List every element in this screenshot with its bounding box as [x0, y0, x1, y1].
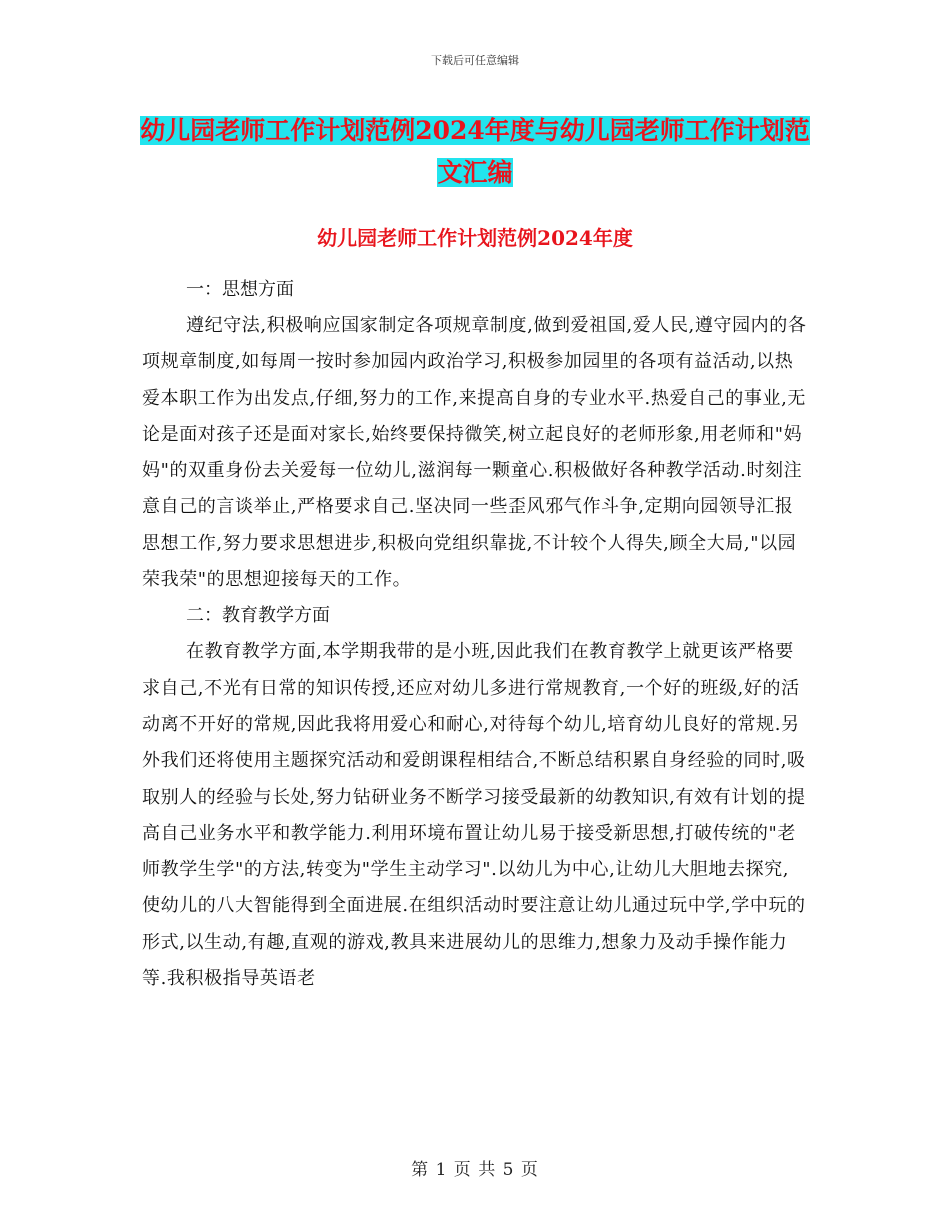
paragraph-thought: 遵纪守法,积极响应国家制定各项规章制度,做到爱祖国,爱人民,遵守园内的各项规章制度,如每周一按时参加园内政治学习,积极参加园里的各项有益活动,以热爱本职工作为出发点,仔细,努力的工作,来提高自身的专业水平.热爱自己的事业,无论是面对孩子还是面对家长,始终要保持微笑,树立起良好的老师形象,用老师和"妈妈"的双重身份去关爱每一位幼儿,滋润每一颗童心.积极做好各种教学活动.时刻注意自己的言谈举止,严格要求自己.坚决同一些歪风邪气作斗争,定期向园领导汇报思想工作,努力要求思想进步,积极向党组织靠拢,不计较个人得失,顾全大局,"以园荣我荣"的思想迎接每天的工作。	[142, 315, 807, 591]
section-title: 幼儿园老师工作计划范例2024年度	[317, 226, 633, 250]
document-body	[142, 272, 807, 997]
section-heading-teaching: 二：教育教学方面	[186, 605, 330, 627]
page-footer: 第 1 页 共 5 页	[411, 1160, 539, 1180]
paragraph-teaching: 在教育教学方面,本学期我带的是小班,因此我们在教育教学上就更该严格要求自己,不光有日常的知识传授,还应对幼儿多进行常规教育,一个好的班级,好的活动离不开好的常规,因此我将用爱心和耐心,对待每个幼儿,培育幼儿良好的常规.另外我们还将使用主题探究活动和爱朗课程相结合,不断总结积累自身经验的同时,吸取别人的经验与长处,努力钻研业务不断学习接受最新的幼教知识,有效有计划的提高自己业务水平和教学能力.利用环境布置让幼儿易于接受新思想,打破传统的"老师教学生学"的方法,转变为"学生主动学习".以幼儿为中心,让幼儿大胆地去探究,使幼儿的八大智能得到全面进展.在组织活动时要注意让幼儿通过玩中学,学中玩的形式,以生动,有趣,直观的游戏,教具来进展幼儿的思维力,想象力及动手操作能力等.我积极指导英语老	[142, 641, 806, 990]
document-title	[140, 110, 810, 194]
header-note: 下载后可任意编辑	[431, 54, 519, 67]
document-title-text: 幼儿园老师工作计划范例2024年度与幼儿园老师工作计划范文汇编	[140, 116, 810, 187]
section-heading-thought: 一：思想方面	[186, 279, 294, 300]
